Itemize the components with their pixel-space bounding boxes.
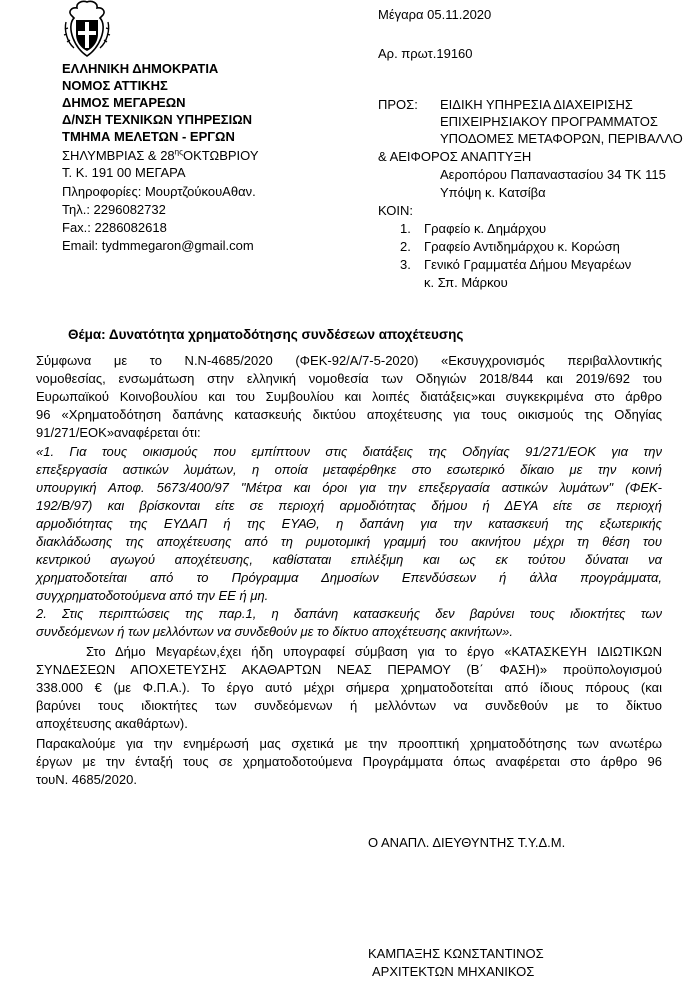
recipient-address: Αεροπόρου Παπαναστασίου 34 ΤΚ 115 (440, 167, 666, 182)
body-line: Παρακαλούμε για την ενημέρωσή μας σχετικά με την προοπτική χρηματοδότησης των ανωτέρω (36, 736, 662, 751)
body-line: 91/271/ΕΟΚ»αναφέρεται ότι: (36, 425, 201, 440)
body-line: βαρύνει τους ιδιοκτήτες των συνδεόμενων ή μελλόντων να συνδεθούν με το δίκτυο (36, 698, 662, 713)
quote-line: διακλάδωσης της αποχέτευσης από τη ρυμοτομική γραμμή του ακινήτου μέχρι τη θέση του (36, 534, 662, 549)
pros-line: ΕΠΙΧΕΙΡΗΣΙΑΚΟΥ ΠΡΟΓΡΑΜΜΑΤΟΣ (440, 114, 658, 129)
body-line: Σύμφωνα με το Ν.Ν-4685/2020 (ΦΕΚ-92/Α/7-5-2020) «Εκσυγχρονισμός περιβαλλοντικής (36, 353, 662, 368)
signature-role: ΑΡΧΙΤΕΚΤΩΝ ΜΗΧΑΝΙΚΟΣ (372, 964, 535, 979)
signature-title: Ο ΑΝΑΠΛ. ΔΙΕΥΘΥΝΤΗΣ Τ.Υ.Δ.Μ. (368, 835, 566, 850)
koin-item: Γραφείο Αντιδημάρχου κ. Κορώση (424, 239, 620, 254)
sender-street (62, 147, 259, 164)
pros-line: & ΑΕΙΦΟΡΟΣ ΑΝΑΠΤΥΞΗ (378, 149, 532, 164)
koin-item-cont: κ. Σπ. Μάρκου (424, 275, 508, 290)
sender-email: Email: tydmmegaron@gmail.com (62, 238, 254, 253)
sender-line: ΤΜΗΜΑ ΜΕΛΕΤΩΝ - ΕΡΓΩΝ (62, 129, 235, 144)
quote-line: επεξεργασία αστικών λυμάτων, η οποία μεταφέρθηκε στο εσωτερικό δίκαιο με την κοινή (36, 462, 662, 477)
body-line: Ευρωπαϊκού Κοινοβουλίου και του Συμβουλίου και λοιπές διατάξεις»και συγκεκριμένα στο άρθρο (36, 389, 662, 404)
place-date: Μέγαρα 05.11.2020 (378, 7, 492, 22)
body-line: έργων με την ένταξή τους σε χρηματοδοτούμενα Προγράμματα όπως αναφέρεται στο άρθρο 96 (36, 754, 662, 769)
quote-line: 2. Στις περιπτώσεις της παρ.1, η δαπάνη κατασκευής δεν βαρύνει τους ιδιοκτήτες των (36, 606, 662, 621)
sender-line: Δ/ΝΣΗ ΤΕΧΝΙΚΩΝ ΥΠΗΡΕΣΙΩΝ (62, 112, 253, 127)
quote-line: «1. Για τους οικισμούς που εμπίπτουν στις διατάξεις της Οδηγίας 91/271/ΕΟΚ για την (36, 444, 662, 459)
body-line: Στο Δήμο Μεγαρέων,έχει ήδη υπογραφεί σύμβαση για το έργο «ΚΑΤΑΣΚΕΥΗ ΙΔΙΩΤΙΚΩΝ (86, 644, 662, 659)
pros-line: ΕΙΔΙΚΗ ΥΠΗΡΕΣΙΑ ΔΙΑΧΕΙΡΙΣΗΣ (440, 97, 633, 112)
koin-item: Γενικό Γραμματέα Δήμου Μεγαρέων (424, 257, 632, 272)
signature-name: ΚΑΜΠΑΞΗΣ ΚΩΝΣΤΑΝΤΙΝΟΣ (368, 946, 544, 961)
street-part: ΟΚΤΩΒΡΙΟΥ (182, 148, 259, 163)
greek-coat-of-arms-icon (62, 0, 112, 58)
quote-line: υπουργική Αποφ. 5673/400/97 "Μέτρα και όροι για την επεξεργασία αστικών λυμάτων" (ΦΕΚ- (36, 480, 662, 495)
body-line: νομοθεσίας, ενσωμάτωση στην ελληνική νομοθεσία των Οδηγιών 2018/844 και 2019/692 του (36, 371, 662, 386)
sender-line: ΝΟΜΟΣ ΑΤΤΙΚΗΣ (62, 78, 168, 93)
sender-line: ΕΛΛΗΝΙΚΗ ΔΗΜΟΚΡΑΤΙΑ (62, 61, 219, 76)
koin-item: Γραφείο κ. Δημάρχου (424, 221, 547, 236)
subject-line: Θέμα: Δυνατότητα χρηματοδότησης συνδέσεων αποχέτευσης (68, 327, 464, 342)
quote-line: κεντρικού αγωγού αποχέτευσης, καθίσταται επιλέξιμη και ως εκ τούτου δύναται να (36, 552, 662, 567)
sender-postal: Τ. Κ. 191 00 ΜΕΓΑΡΑ (62, 165, 186, 180)
body-line: τουΝ. 4685/2020. (36, 772, 137, 787)
street-sup: ης (174, 147, 183, 157)
body-line: 338.000 € (με Φ.Π.Α.). Το έργο αυτό μέχρι σήμερα χρηματοδοτείται από ίδιους πόρους (και (36, 680, 662, 695)
pros-line: ΥΠΟΔΟΜΕΣ ΜΕΤΑΦΟΡΩΝ, ΠΕΡΙΒΑΛΛΟ (440, 131, 683, 146)
sender-tel: Τηλ.: 2296082732 (62, 202, 166, 217)
body-line: αποχέτευσης ακαθάρτων). (36, 716, 188, 731)
koin-label: ΚΟΙΝ: (378, 203, 413, 218)
body-line: ΣΥΝΔΕΣΕΩΝ ΑΠΟΧΕΤΕΥΣΗΣ ΑΚΑΘΑΡΤΩΝ ΝΕΑΣ ΠΕΡΑΜΟΥ (Β΄ ΦΑΣΗ)» προϋπολογισμού (36, 662, 662, 677)
quote-line: αρμοδιότητας της ΕΥΔΑΠ ή της ΕΥΑΘ, η δαπάνη για την κατασκευή της εξωτερικής (36, 516, 662, 531)
pros-label: ΠΡΟΣ: (378, 97, 418, 112)
quote-line: 192/Β/97) και βρίσκονται είτε σε περιοχή αρμοδιότητας δήμου ή ΔΕΥΑ είτε σε περιοχή (36, 498, 662, 513)
body-line: 96 «Χρηματοδότηση δαπάνης κατασκευής δικτύου αποχέτευσης για τους οικισμούς της Οδηγίας (36, 407, 662, 422)
street-part: ΣΗΛΥΜΒΡΙΑΣ & 28 (62, 148, 175, 163)
koin-number: 1. (400, 221, 411, 236)
sender-fax: Fax.: 2286082618 (62, 220, 167, 235)
sender-info: Πληροφορίες: ΜουρτζούκουΑθαν. (62, 184, 256, 199)
koin-number: 2. (400, 239, 411, 254)
quote-line: συγχρηματοδοτούμενα από την ΕΕ ή μη. (36, 588, 269, 603)
recipient-attention: Υπόψη κ. Κατσίβα (440, 185, 546, 200)
quote-line: συνδεόμενων ή των μελλόντων να συνδεθούν με το δίκτυο αποχέτευσης ακινήτων». (36, 624, 513, 639)
protocol-number: Αρ. πρωτ.19160 (378, 46, 473, 61)
koin-number: 3. (400, 257, 411, 272)
quote-line: χρηματοδοτείται από το Πρόγραμμα Δημοσίων Επενδύσεων ή άλλα προγράμματα, (36, 570, 662, 585)
sender-line: ΔΗΜΟΣ ΜΕΓΑΡΕΩΝ (62, 95, 186, 110)
